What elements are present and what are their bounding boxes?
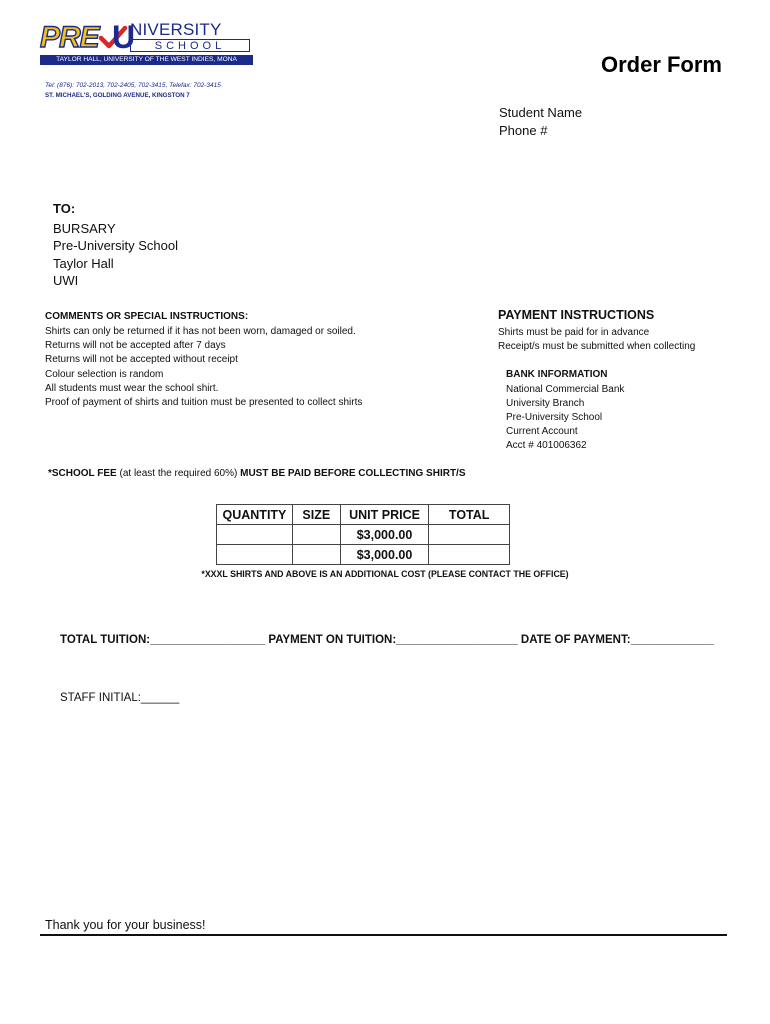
bank-line: University Branch [506, 397, 585, 409]
student-info [499, 104, 582, 140]
xxxl-note: *XXXL SHIRTS AND ABOVE IS AN ADDITIONAL COST (PLEASE CONTACT THE OFFICE) [201, 569, 569, 579]
school-fee-note [48, 467, 466, 481]
staff-initial-line[interactable]: STAFF INITIAL:______ [60, 692, 180, 704]
bank-line: Current Account [506, 426, 578, 438]
address-line: Pre-University School [53, 238, 178, 253]
phone-label: Phone # [499, 123, 548, 138]
to-label: TO: [53, 201, 76, 216]
unit-price-header: UNIT PRICE [340, 505, 429, 525]
size-cell[interactable] [292, 545, 340, 565]
logo-u-letter: U [112, 19, 136, 55]
table-row [217, 545, 510, 565]
fee-note-bold-start: *SCHOOL FEE [48, 468, 117, 479]
bank-heading: BANK INFORMATION [506, 369, 608, 381]
recipient-address [53, 200, 178, 290]
bank-line: Pre-University School [506, 412, 603, 424]
contact-telephone: Tel: (876): 702-2013, 702-2405, 702-3415, Telefax: 702-3415 [45, 82, 221, 89]
comments-heading: COMMENTS OR SPECIAL INSTRUCTIONS: [45, 311, 249, 322]
payment-instructions [498, 307, 738, 454]
table-row [217, 525, 510, 545]
comment-line: Returns will not be accepted after 7 days [45, 340, 226, 352]
page-title: Order Form [600, 52, 722, 77]
comment-line: Shirts can only be returned if it has not been worn, damaged or soiled. [45, 326, 356, 337]
address-line: BURSARY [53, 220, 116, 236]
bank-line: National Commercial Bank [506, 383, 625, 395]
payment-line: Receipt/s must be submitted when collecting [498, 341, 696, 353]
comments-section [45, 310, 445, 410]
comment-line: Proof of payment of shirts and tuition must be presented to collect shirts [45, 397, 363, 409]
school-logo [40, 21, 253, 66]
order-table [216, 504, 510, 565]
total-cell[interactable] [429, 545, 510, 565]
comment-line: All students must wear the school shirt. [45, 382, 219, 394]
total-cell[interactable] [429, 525, 510, 545]
quantity-cell[interactable] [217, 545, 293, 565]
logo-address-band: TAYLOR HALL, UNIVERSITY OF THE WEST INDIES, MONA [40, 55, 253, 65]
total-header: TOTAL [429, 505, 510, 525]
comment-line: Colour selection is random [45, 368, 164, 380]
comment-line: Returns will not be accepted without receipt [45, 354, 238, 366]
student-name-label: Student Name [499, 105, 583, 120]
table-header-row [217, 505, 510, 525]
unit-price-cell: $3,000.00 [340, 525, 429, 545]
logo-school-text: SCHOOL [130, 39, 250, 52]
payment-heading: PAYMENT INSTRUCTIONS [498, 308, 655, 322]
payment-line: Shirts must be paid for in advance [498, 327, 650, 338]
bank-information [498, 368, 738, 453]
fee-note-bold-end: MUST BE PAID BEFORE COLLECTING SHIRT/S [240, 468, 466, 479]
thank-you-note: Thank you for your business! [45, 918, 206, 932]
quantity-header: QUANTITY [217, 505, 293, 525]
logo-pre-text: PRE [40, 21, 99, 54]
address-line: Taylor Hall [53, 255, 114, 271]
footer-divider [40, 934, 727, 936]
fee-note-normal: (at least the required 60%) [116, 468, 241, 479]
unit-price-cell: $3,000.00 [340, 545, 429, 565]
address-line: UWI [53, 273, 79, 288]
contact-street-address: ST. MICHAEL'S, GOLDING AVENUE, KINGSTON 7 [45, 92, 190, 99]
size-header: SIZE [292, 505, 340, 525]
bank-account-number: Acct # 401006362 [506, 440, 587, 452]
logo-niversity-text: NIVERSITY [130, 20, 222, 39]
tuition-payment-line[interactable]: TOTAL TUITION:__________________ PAYMENT ON TUITION:___________________ DATE OF PAYMENT:_____________ [60, 634, 714, 646]
quantity-cell[interactable] [217, 525, 293, 545]
size-cell[interactable] [292, 525, 340, 545]
